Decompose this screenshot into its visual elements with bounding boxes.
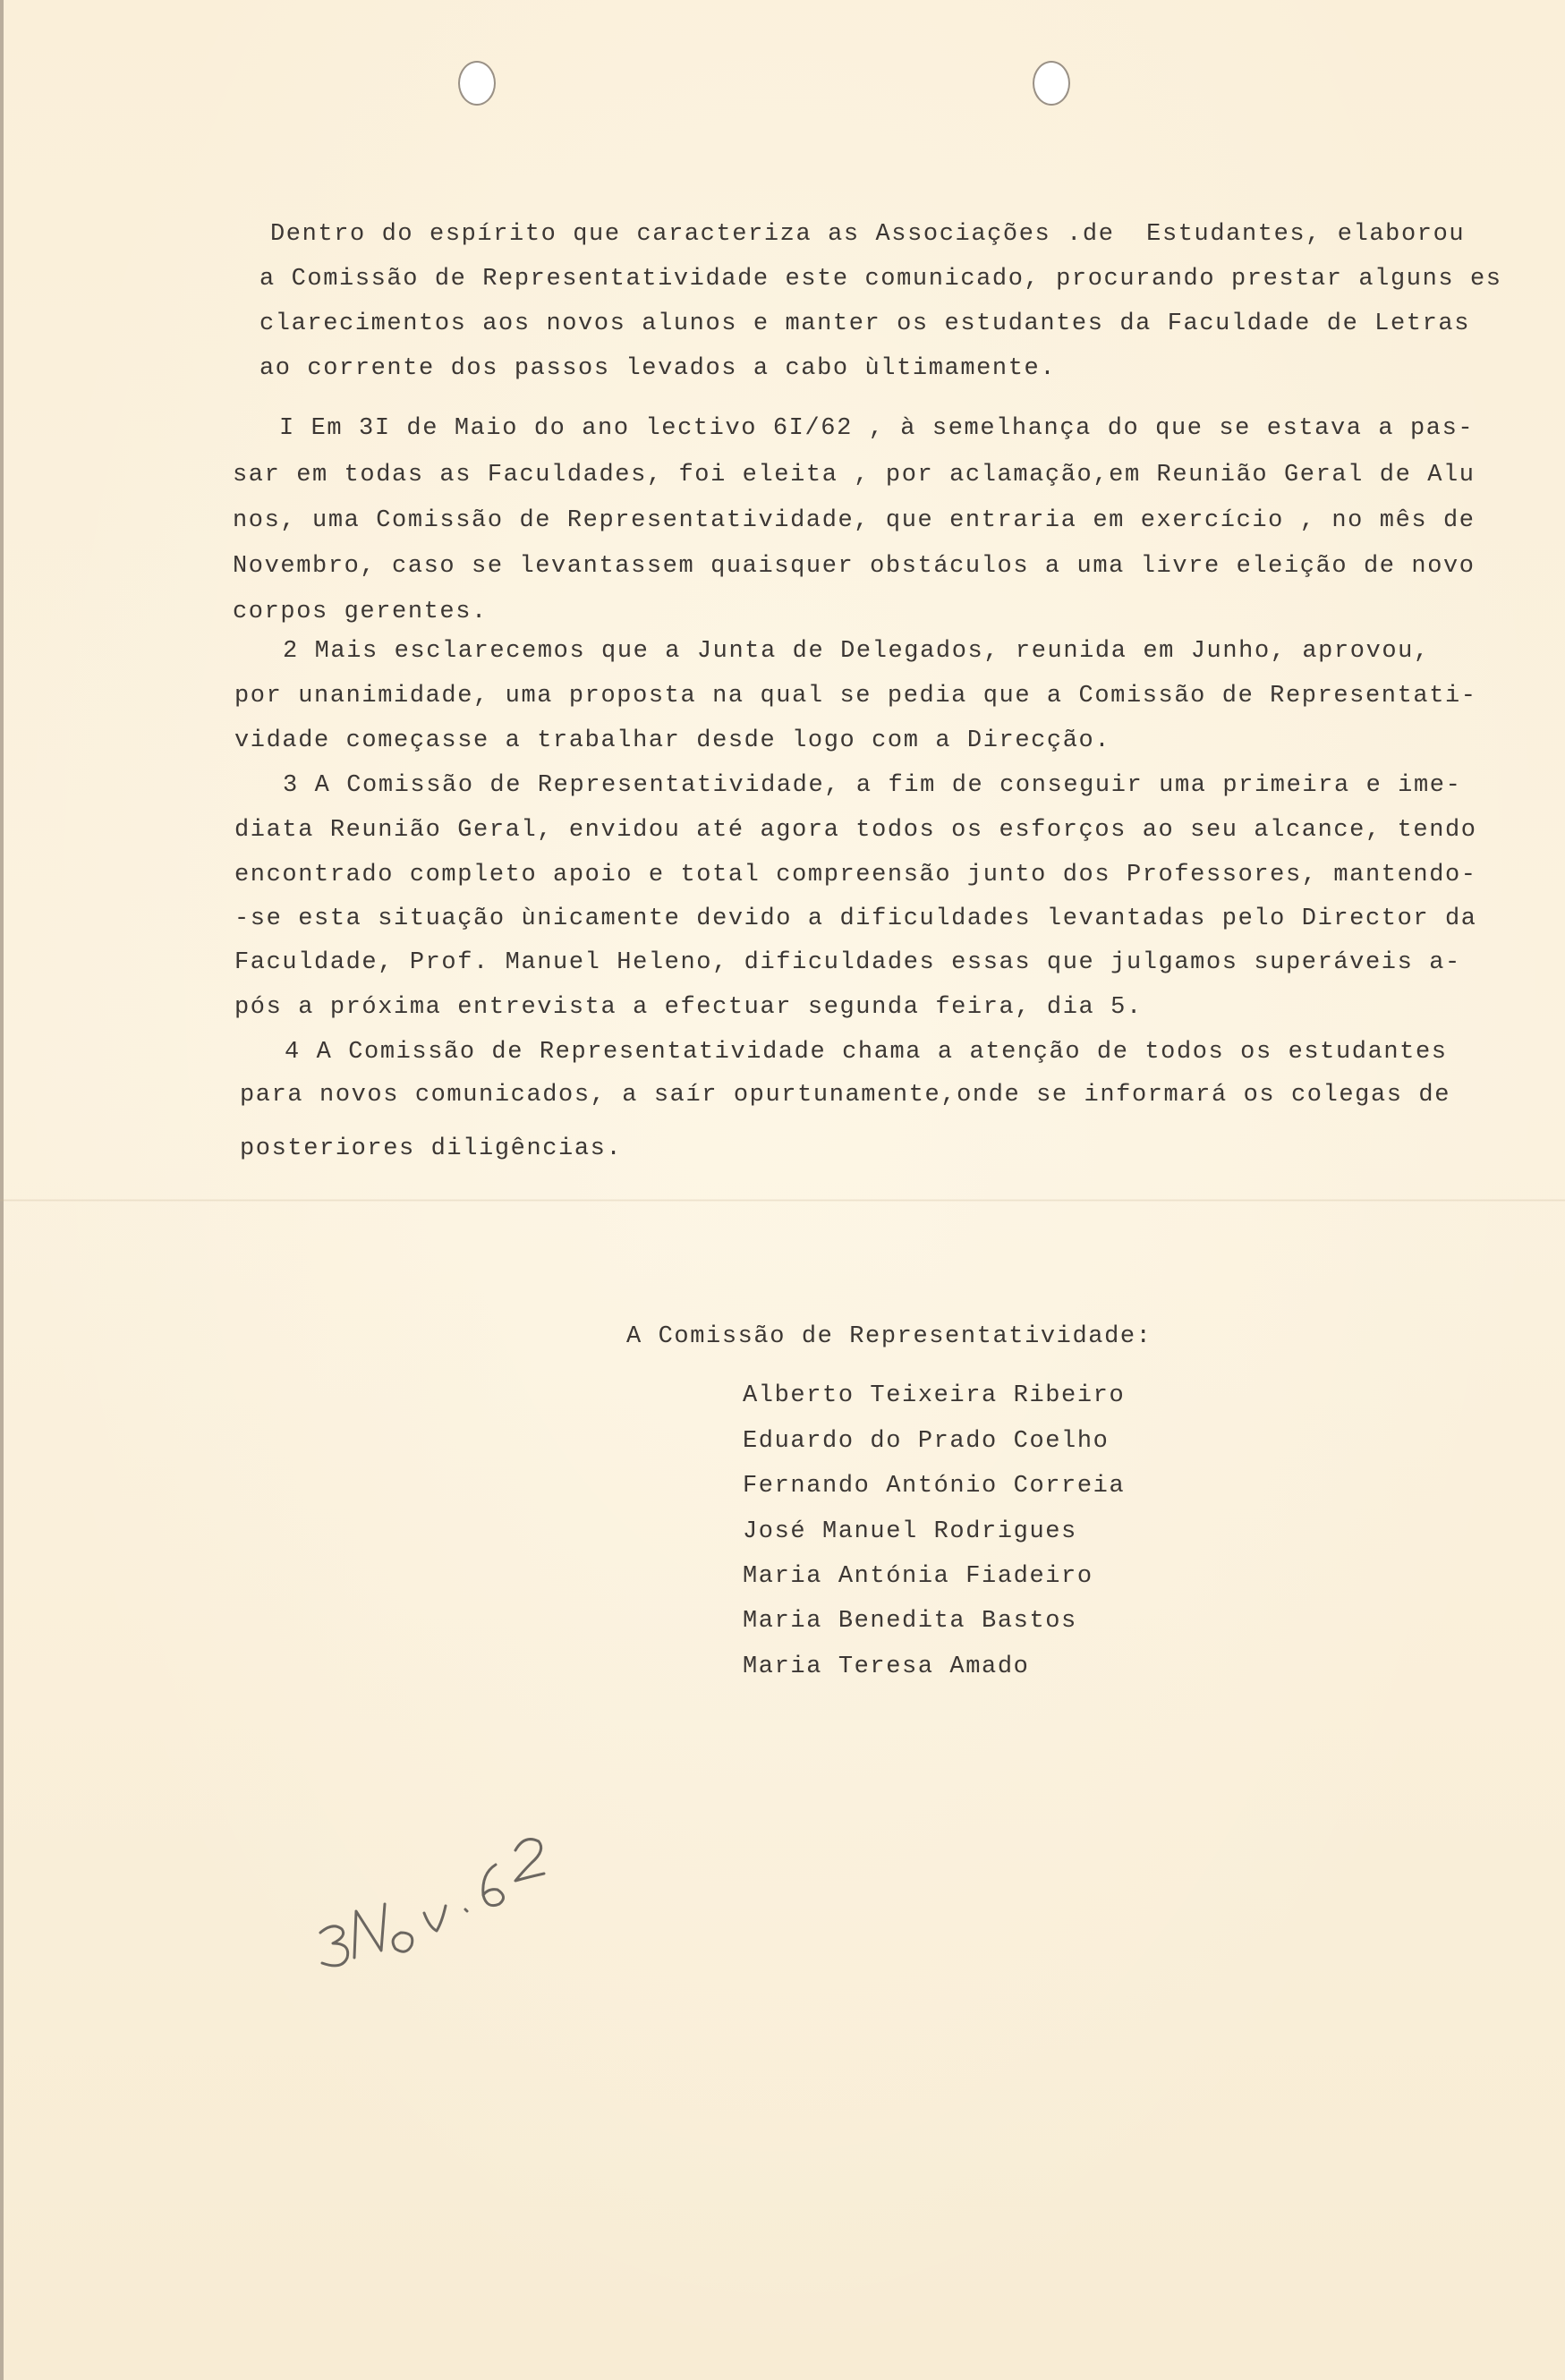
- punch-hole-right: [1033, 61, 1070, 106]
- point1-line-1: I Em 3I de Maio do ano lectivo 6I/62 , à semelhança do que se estava a pas-: [279, 415, 1475, 442]
- intro-line-2: a Comissão de Representatividade este comunicado, procurando prestar alguns es: [259, 266, 1502, 293]
- signatory-7: Maria Teresa Amado: [743, 1653, 1030, 1680]
- punch-hole-left: [458, 61, 496, 106]
- signatory-2: Eduardo do Prado Coelho: [743, 1428, 1110, 1455]
- signature-heading: A Comissão de Representatividade:: [626, 1323, 1152, 1350]
- paper-fold-line: [0, 1199, 1565, 1202]
- point4-line-3: posteriores diligências.: [240, 1135, 623, 1162]
- point1-line-2: sar em todas as Faculdades, foi eleita , por aclamação,em Reunião Geral de Alu: [233, 462, 1476, 489]
- point3-line-3: encontrado completo apoio e total compreensão junto dos Professores, mantendo-: [234, 862, 1477, 888]
- intro-line-1: Dentro do espírito que caracteriza as Associações .de Estudantes, elaborou: [270, 221, 1466, 248]
- point3-line-4: -se esta situação ùnicamente devido a dificuldades levantadas pelo Director da: [234, 905, 1477, 932]
- handwritten-date: [302, 1798, 589, 1968]
- page-edge: [0, 0, 4, 2380]
- point2-line-2: por unanimidade, uma proposta na qual se pedia que a Comissão de Representati-: [234, 683, 1477, 710]
- point4-line-2: para novos comunicados, a saír opurtunamente,onde se informará os colegas de: [240, 1082, 1450, 1109]
- point4-line-1: 4 A Comissão de Representatividade chama a atenção de todos os estudantes: [285, 1039, 1448, 1066]
- signatory-5: Maria Antónia Fiadeiro: [743, 1563, 1093, 1590]
- point3-line-5: Faculdade, Prof. Manuel Heleno, dificuldades essas que julgamos superáveis a-: [234, 949, 1461, 976]
- signatory-4: José Manuel Rodrigues: [743, 1518, 1077, 1545]
- point3-line-2: diata Reunião Geral, envidou até agora todos os esforços ao seu alcance, tendo: [234, 817, 1477, 844]
- signatory-3: Fernando António Correia: [743, 1473, 1126, 1500]
- point2-line-1: 2 Mais esclarecemos que a Junta de Delegados, reunida em Junho, aprovou,: [283, 638, 1430, 665]
- intro-line-3: clarecimentos aos novos alunos e manter os estudantes da Faculdade de Letras: [259, 310, 1470, 337]
- signatory-6: Maria Benedita Bastos: [743, 1608, 1077, 1635]
- point1-line-4: Novembro, caso se levantassem quaisquer obstáculos a uma livre eleição de novo: [233, 553, 1476, 580]
- point2-line-3: vidade começasse a trabalhar desde logo com a Direcção.: [234, 727, 1111, 754]
- signatory-1: Alberto Teixeira Ribeiro: [743, 1382, 1126, 1409]
- intro-line-4: ao corrente dos passos levados a cabo ùltimamente.: [259, 355, 1057, 382]
- point3-line-1: 3 A Comissão de Representatividade, a fim de conseguir uma primeira e ime-: [283, 772, 1462, 799]
- point1-line-5: corpos gerentes.: [233, 599, 488, 625]
- point3-line-6: pós a próxima entrevista a efectuar segunda feira, dia 5.: [234, 994, 1143, 1021]
- point1-line-3: nos, uma Comissão de Representatividade, que entraria em exercício , no mês de: [233, 507, 1476, 534]
